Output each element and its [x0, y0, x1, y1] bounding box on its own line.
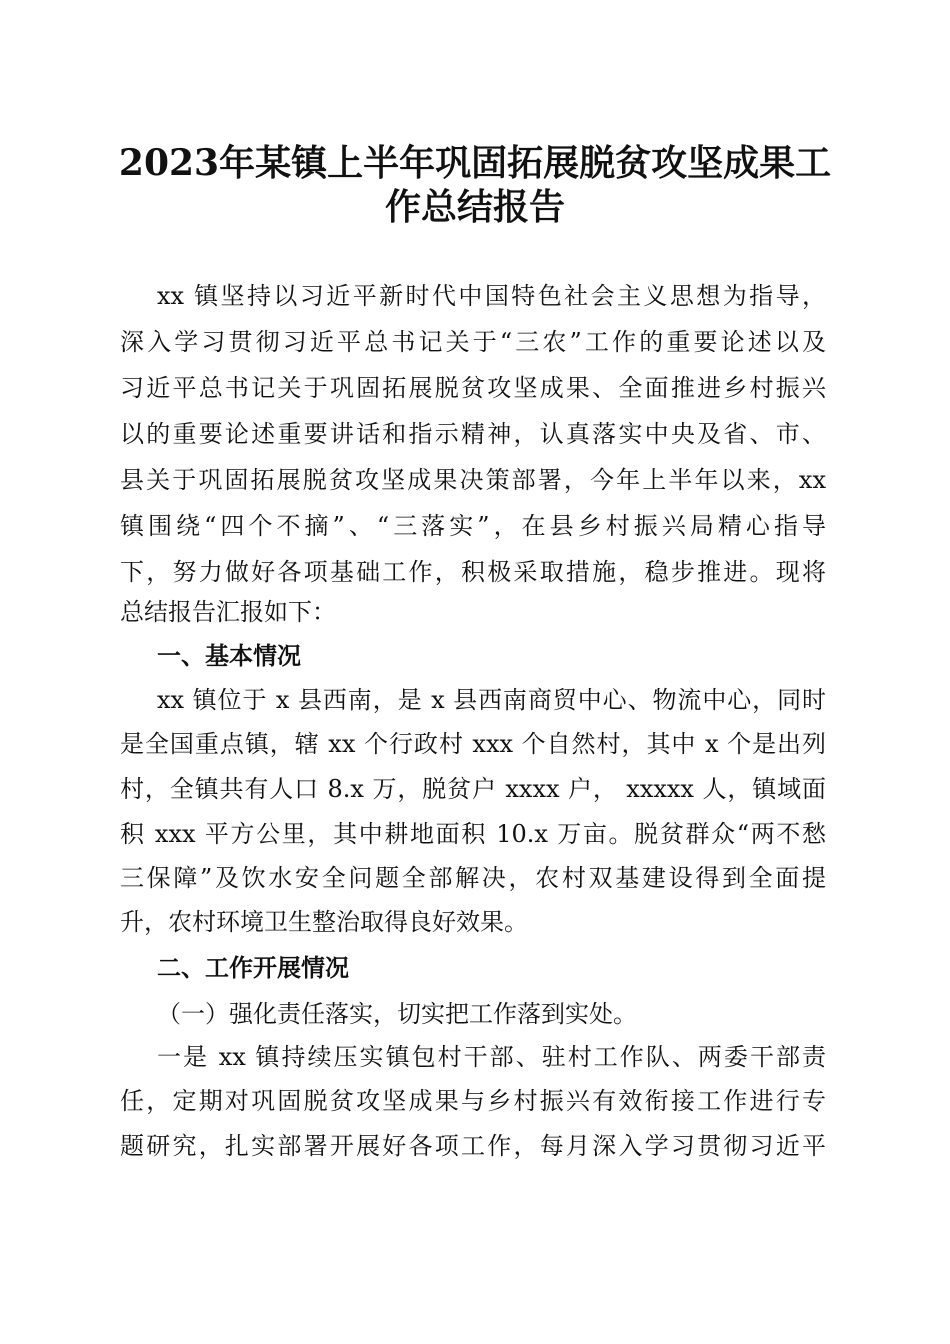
paragraph-line: 任，定期对巩固脱贫攻坚成果与乡村振兴有效衔接工作进行专 — [120, 1087, 826, 1115]
paragraph-line: 积 xxx 平方公里，其中耕地面积 10.x 万亩。脱贫群众“两不愁 — [120, 820, 826, 848]
section-heading-basic-situation: 一、基本情况 — [157, 642, 301, 670]
subsection-heading-responsibility: （一）强化责任落实，切实把工作落到实处。 — [157, 1000, 637, 1028]
document-title-line-2: 作总结报告 — [384, 186, 565, 228]
paragraph-line: 深入学习贯彻习近平总书记关于“三农”工作的重要论述以及 — [120, 328, 826, 356]
paragraph-line: 习近平总书记关于巩固拓展脱贫攻坚成果、全面推进乡村振兴 — [120, 374, 826, 402]
paragraph-line: 三保障”及饮水安全问题全部解决，农村双基建设得到全面提 — [120, 864, 826, 892]
paragraph-line: 是全国重点镇，辖 xx 个行政村 xxx 个自然村，其中 x 个是出列 — [120, 730, 826, 758]
paragraph-line: xx 镇坚持以习近平新时代中国特色社会主义思想为指导， — [157, 282, 826, 310]
document-title-line-1: 2023年某镇上半年巩固拓展脱贫攻坚成果工 — [118, 142, 832, 184]
paragraph-line: 题研究，扎实部署开展好各项工作，每月深入学习贯彻习近平 — [120, 1132, 826, 1160]
paragraph-line: 升，农村环境卫生整治取得良好效果。 — [120, 908, 528, 936]
section-heading-work-progress: 二、工作开展情况 — [157, 954, 349, 982]
paragraph-line: xx 镇位于 x 县西南，是 x 县西南商贸中心、物流中心，同时 — [157, 686, 826, 714]
paragraph-line: 县关于巩固拓展脱贫攻坚成果决策部署，今年上半年以来，xx — [120, 466, 826, 494]
paragraph-line: 下，努力做好各项基础工作，积极采取措施，稳步推进。现将 — [120, 558, 826, 586]
paragraph-line: 以的重要论述重要讲话和指示精神，认真落实中央及省、市、 — [120, 420, 826, 448]
paragraph-line: 村，全镇共有人口 8.x 万，脱贫户 xxxx 户， xxxxx 人，镇域面 — [120, 775, 826, 803]
paragraph-line: 总结报告汇报如下： — [120, 598, 336, 626]
paragraph-line: 镇围绕“四个不摘”、“三落实”，在县乡村振兴局精心指导 — [120, 512, 826, 540]
paragraph-line: 一是 xx 镇持续压实镇包村干部、驻村工作队、两委干部责 — [157, 1043, 826, 1071]
